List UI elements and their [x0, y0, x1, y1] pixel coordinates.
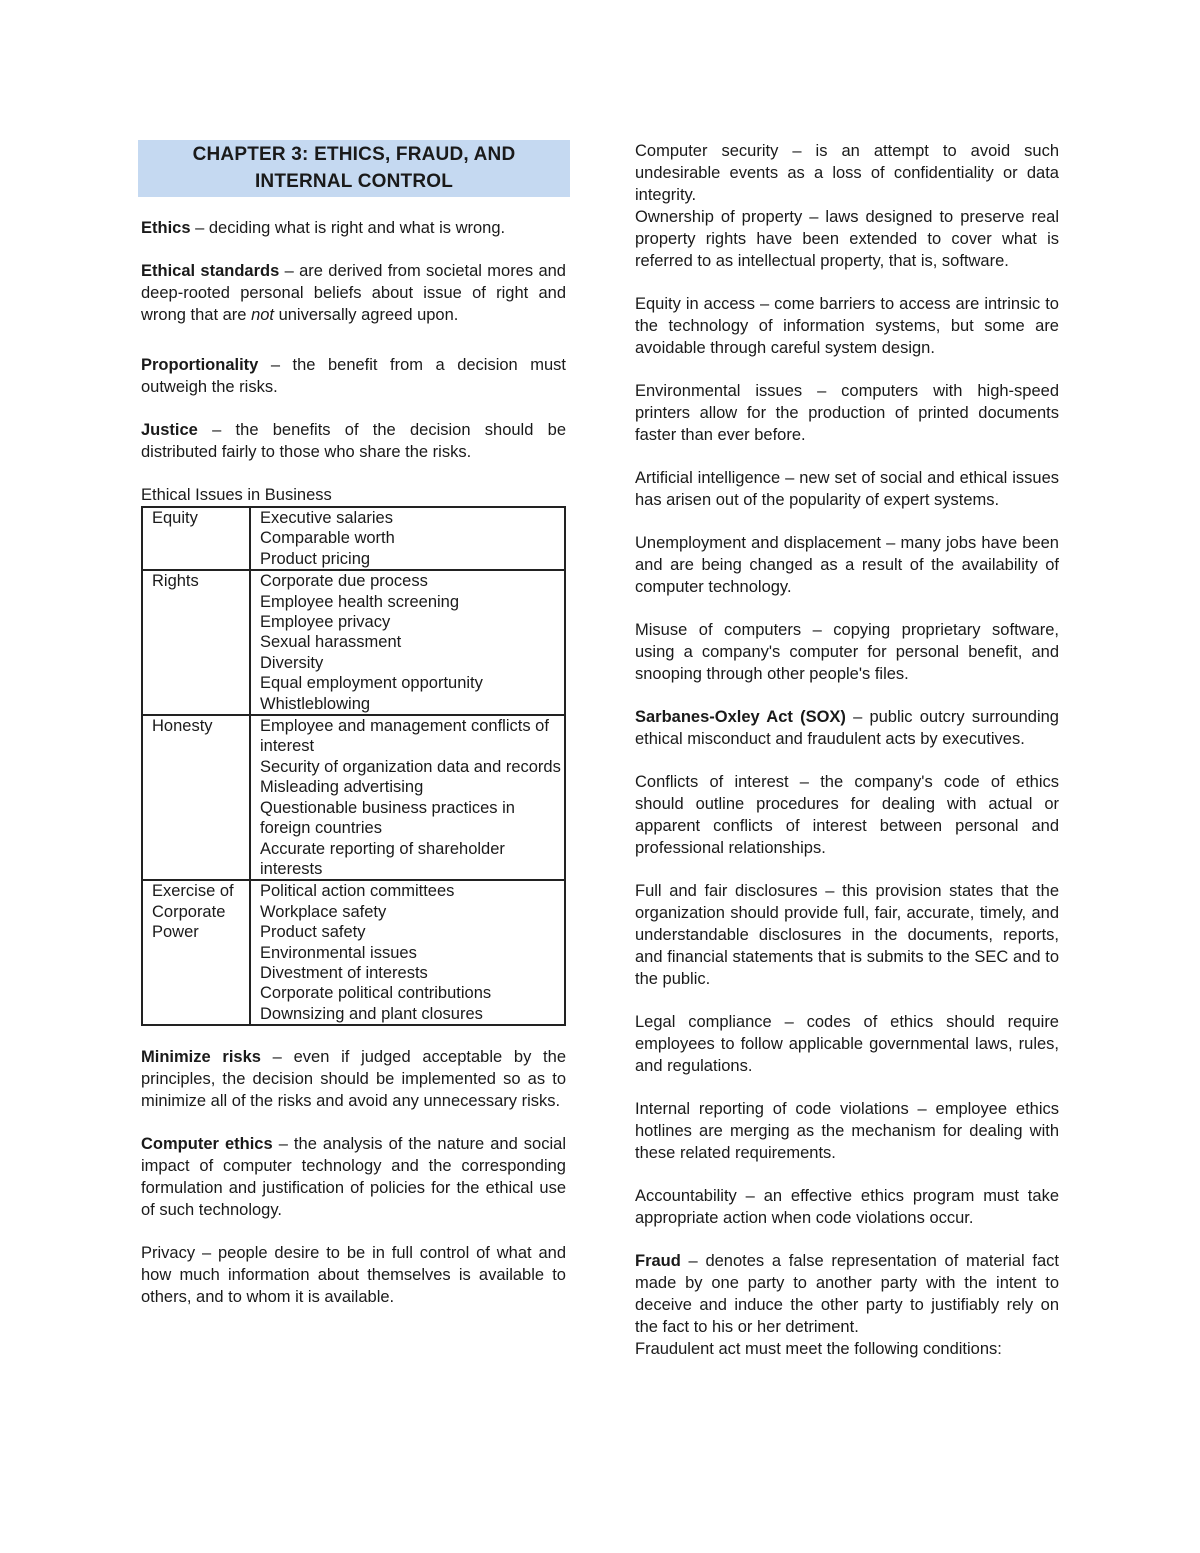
term: Minimize risks [141, 1048, 261, 1067]
table-row [142, 715, 565, 880]
table-caption: Ethical Issues in Business [141, 486, 332, 504]
table-row [142, 507, 565, 570]
definition-accountability: Accountability – an effective ethics program must take appropriate action when code violations occur. [635, 1187, 1059, 1227]
definition-text: – the analysis of the nature and social impact of computer technology and the corresponding formulation and justification of policies for the ethical use of such technology. [141, 1135, 566, 1220]
issue-item: Misleading advertising [260, 778, 424, 797]
issue-item: Security of organization data and records [260, 757, 561, 776]
definition-misuse: Misuse of computers – copying proprietary software, using a company's computer for personal benefit, and snooping through other people's files. [635, 621, 1059, 683]
issues-cell [250, 507, 565, 570]
emphasis: not [251, 306, 274, 324]
definition-proportionality [141, 354, 566, 398]
chapter-title-line-1: CHAPTER 3: ETHICS, FRAUD, AND [192, 144, 516, 165]
issue-item: Divestment of interests [260, 963, 428, 982]
definition-conflicts: Conflicts of interest – the company's code of ethics should outline procedures for dealing with actual or apparent conflicts of interest between personal and professional relationships. [635, 773, 1059, 857]
definition-justice [141, 419, 566, 463]
definition-unemployment: Unemployment and displacement – many jobs have been and are being changed as a result of the availability of computer technology. [635, 534, 1059, 596]
term: Computer ethics [141, 1135, 273, 1154]
definition-text: – even if judged acceptable by the principles, the decision should be implemented so as to minimize all of the risks and avoid any unnecessary risks. [141, 1048, 566, 1111]
definition-text: – are derived from societal mores and deep-rooted personal beliefs about issue of right and wrong that are [141, 262, 566, 324]
term: Ethical standards [141, 262, 280, 280]
issue-item: Diversity [260, 653, 324, 672]
chapter-title [138, 140, 570, 197]
category-cell: Exercise of Corporate Power [142, 880, 250, 1025]
issue-item: Corporate political contributions [260, 984, 492, 1003]
definition-fraud [635, 1250, 1059, 1338]
issue-item: Product pricing [260, 549, 371, 568]
definition-text: – public outcry surrounding ethical misconduct and fraudulent acts by executives. [635, 708, 1059, 748]
definition-equity-access: Equity in access – come barriers to access are intrinsic to the technology of information systems, but some are avoidable through careful system design. [635, 295, 1059, 357]
category-cell: Equity [142, 507, 250, 570]
definition-ownership: Ownership of property – laws designed to preserve real property rights have been extended to cover what is referred to as intellectual property, that is, software. [635, 208, 1059, 270]
chapter-title-line-2: INTERNAL CONTROL [254, 171, 454, 192]
issue-item: Whistleblowing [260, 694, 371, 713]
definition-legal: Legal compliance – codes of ethics should require employees to follow applicable governmental laws, rules, and regulations. [635, 1013, 1059, 1075]
term: Proportionality [141, 356, 259, 374]
definition-text: – denotes a false representation of material fact made by one party to another party with the intent to deceive and induce the other party to justifiably rely on the fact to his or her detriment. [635, 1252, 1059, 1336]
issue-item: Corporate due process [260, 572, 428, 591]
issue-item: Sexual harassment [260, 633, 402, 652]
issue-item: Workplace safety [260, 902, 387, 921]
left-column [141, 140, 566, 1329]
issue-item: Accurate reporting of shareholder interests [260, 839, 505, 878]
definition-text: – deciding what is right and what is wrong. [190, 219, 506, 237]
issue-item: Equal employment opportunity [260, 674, 483, 693]
definition-disclosures: Full and fair disclosures – this provision states that the organization should provide full, fair, accurate, timely, and understandable disclosures in the documents, reports, and financial statements that is submits to the SEC and to the public. [635, 882, 1059, 988]
fraud-conditions: Fraudulent act must meet the following conditions: [635, 1340, 1002, 1358]
ethical-issues-table [141, 506, 566, 1026]
definition-privacy: Privacy – people desire to be in full control of what and how much information about themselves is available to others, and to whom it is available. [141, 1244, 566, 1307]
definition-text: universally agreed upon. [274, 306, 459, 324]
term: Fraud [635, 1252, 681, 1270]
definition-minimize-risks [141, 1046, 566, 1112]
issue-item: Employee health screening [260, 592, 460, 611]
definition-computer-ethics [141, 1133, 566, 1221]
category-cell: Honesty [142, 715, 250, 880]
issue-item: Comparable worth [260, 529, 395, 548]
issue-item: Questionable business practices in foreign countries [260, 798, 515, 838]
definition-text: – the benefit from a decision must outweigh the risks. [141, 356, 566, 396]
definition-environmental: Environmental issues – computers with high-speed printers allow for the production of printed documents faster than ever before. [635, 382, 1059, 444]
table-row [142, 570, 565, 715]
definition-ethics [141, 217, 566, 239]
definition-internal-reporting: Internal reporting of code violations – employee ethics hotlines are merging as the mechanism for dealing with these related requirements. [635, 1100, 1059, 1162]
issue-item: Environmental issues [260, 943, 417, 962]
issue-item: Executive salaries [260, 509, 393, 527]
issue-item: Employee and management conflicts of interest [260, 717, 549, 756]
definition-ethical-standards [141, 260, 566, 326]
definition-sox [635, 706, 1059, 750]
term: Justice [141, 421, 198, 439]
issues-cell [250, 715, 565, 880]
definition-ai: Artificial intelligence – new set of social and ethical issues has arisen out of the popularity of expert systems. [635, 469, 1059, 509]
issues-cell [250, 880, 565, 1025]
definition-computer-security: Computer security – is an attempt to avoid such undesirable events as a loss of confidentiality or data integrity. [635, 142, 1059, 204]
issue-item: Downsizing and plant closures [260, 1004, 483, 1023]
issue-item: Political action committees [260, 882, 455, 901]
right-column [635, 140, 1059, 1360]
issue-item: Product safety [260, 923, 366, 942]
issue-item: Employee privacy [260, 613, 391, 632]
issues-cell [250, 570, 565, 715]
term: Sarbanes-Oxley Act (SOX) [635, 708, 846, 726]
table-row [142, 880, 565, 1025]
definition-text: – the benefits of the decision should be distributed fairly to those who share the risks. [141, 421, 566, 461]
term: Ethics [141, 219, 191, 237]
category-cell: Rights [142, 570, 250, 715]
